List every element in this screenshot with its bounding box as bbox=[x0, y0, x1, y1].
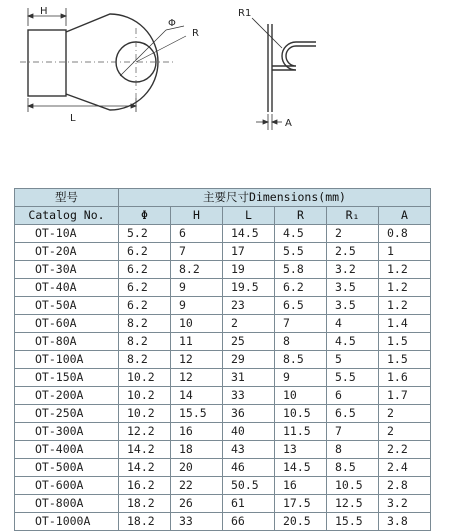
cell-value: 2.5 bbox=[327, 243, 379, 261]
cell-model: OT-100A bbox=[15, 351, 119, 369]
cell-value: 19 bbox=[223, 261, 275, 279]
cell-value: 6.2 bbox=[119, 243, 171, 261]
table-row bbox=[15, 459, 431, 477]
cell-value: 50.5 bbox=[223, 477, 275, 495]
table-row bbox=[15, 387, 431, 405]
cell-value: 2.4 bbox=[379, 459, 431, 477]
cell-value: 12 bbox=[171, 369, 223, 387]
cell-value: 8.2 bbox=[119, 315, 171, 333]
cell-model: OT-800A bbox=[15, 495, 119, 513]
col-a: A bbox=[379, 207, 431, 225]
cell-value: 5.2 bbox=[119, 225, 171, 243]
cell-value: 10.2 bbox=[119, 369, 171, 387]
cell-value: 8.2 bbox=[119, 333, 171, 351]
cell-model: OT-600A bbox=[15, 477, 119, 495]
cell-value: 2 bbox=[379, 423, 431, 441]
cell-value: 14.2 bbox=[119, 441, 171, 459]
table-row bbox=[15, 495, 431, 513]
table-row bbox=[15, 315, 431, 333]
col-r: R bbox=[275, 207, 327, 225]
cell-model: OT-1000A bbox=[15, 513, 119, 531]
cell-value: 5.5 bbox=[275, 243, 327, 261]
cell-model: OT-30A bbox=[15, 261, 119, 279]
table-row bbox=[15, 441, 431, 459]
cell-model: OT-150A bbox=[15, 369, 119, 387]
cell-value: 6.2 bbox=[119, 261, 171, 279]
cell-value: 20.5 bbox=[275, 513, 327, 531]
table-row bbox=[15, 243, 431, 261]
cell-value: 43 bbox=[223, 441, 275, 459]
cell-value: 10.5 bbox=[327, 477, 379, 495]
cell-value: 6.2 bbox=[119, 279, 171, 297]
cell-value: 11.5 bbox=[275, 423, 327, 441]
cell-value: 15.5 bbox=[171, 405, 223, 423]
cell-value: 10 bbox=[171, 315, 223, 333]
cell-model: OT-60A bbox=[15, 315, 119, 333]
col-l: L bbox=[223, 207, 275, 225]
cell-value: 14 bbox=[171, 387, 223, 405]
cell-model: OT-10A bbox=[15, 225, 119, 243]
label-a: A bbox=[285, 118, 292, 129]
cell-value: 17 bbox=[223, 243, 275, 261]
cell-value: 12.5 bbox=[327, 495, 379, 513]
cell-value: 13 bbox=[275, 441, 327, 459]
table-row bbox=[15, 351, 431, 369]
cell-value: 8.5 bbox=[327, 459, 379, 477]
cell-value: 31 bbox=[223, 369, 275, 387]
cell-value: 6 bbox=[327, 387, 379, 405]
cell-value: 10 bbox=[275, 387, 327, 405]
cell-value: 7 bbox=[327, 423, 379, 441]
label-h: H bbox=[40, 6, 48, 17]
cell-value: 12 bbox=[171, 351, 223, 369]
cell-value: 3.5 bbox=[327, 297, 379, 315]
cell-value: 2 bbox=[327, 225, 379, 243]
cell-value: 8 bbox=[275, 333, 327, 351]
cell-value: 46 bbox=[223, 459, 275, 477]
cell-value: 2 bbox=[223, 315, 275, 333]
cell-model: OT-80A bbox=[15, 333, 119, 351]
cell-value: 1.7 bbox=[379, 387, 431, 405]
cell-model: OT-50A bbox=[15, 297, 119, 315]
dimensions-table bbox=[14, 188, 431, 531]
cell-model: OT-300A bbox=[15, 423, 119, 441]
cell-value: 8.5 bbox=[275, 351, 327, 369]
cell-value: 1.5 bbox=[379, 333, 431, 351]
cell-value: 1.5 bbox=[379, 351, 431, 369]
cell-value: 66 bbox=[223, 513, 275, 531]
col-phi: Φ bbox=[119, 207, 171, 225]
cell-value: 2 bbox=[379, 405, 431, 423]
table-row bbox=[15, 423, 431, 441]
cell-value: 18.2 bbox=[119, 495, 171, 513]
label-r: R bbox=[192, 28, 199, 39]
cell-value: 7 bbox=[275, 315, 327, 333]
cell-value: 22 bbox=[171, 477, 223, 495]
cell-value: 33 bbox=[171, 513, 223, 531]
cell-value: 33 bbox=[223, 387, 275, 405]
table-row bbox=[15, 477, 431, 495]
cell-value: 0.8 bbox=[379, 225, 431, 243]
table-row bbox=[15, 279, 431, 297]
cell-value: 12.2 bbox=[119, 423, 171, 441]
cell-value: 1.4 bbox=[379, 315, 431, 333]
table-row bbox=[15, 369, 431, 387]
cell-value: 2.8 bbox=[379, 477, 431, 495]
cell-value: 4.5 bbox=[275, 225, 327, 243]
cell-model: OT-40A bbox=[15, 279, 119, 297]
table-body bbox=[15, 225, 431, 531]
cell-value: 61 bbox=[223, 495, 275, 513]
cell-value: 1.2 bbox=[379, 279, 431, 297]
cell-value: 1.6 bbox=[379, 369, 431, 387]
cell-value: 15.5 bbox=[327, 513, 379, 531]
cell-model: OT-200A bbox=[15, 387, 119, 405]
cell-value: 8.2 bbox=[171, 261, 223, 279]
cell-value: 14.5 bbox=[275, 459, 327, 477]
terminal-drawing bbox=[0, 0, 462, 150]
cell-value: 19.5 bbox=[223, 279, 275, 297]
cell-value: 17.5 bbox=[275, 495, 327, 513]
col-h: H bbox=[171, 207, 223, 225]
cell-value: 23 bbox=[223, 297, 275, 315]
header-dimensions: 主要尺寸Dimensions(mm) bbox=[119, 189, 431, 207]
cell-value: 8.2 bbox=[119, 351, 171, 369]
ring-terminal-side-view bbox=[268, 24, 316, 112]
cell-value: 10.2 bbox=[119, 387, 171, 405]
col-r1: R₁ bbox=[327, 207, 379, 225]
cell-value: 4.5 bbox=[327, 333, 379, 351]
cell-value: 14.5 bbox=[223, 225, 275, 243]
cell-value: 5.8 bbox=[275, 261, 327, 279]
header-model: 型号 bbox=[15, 189, 119, 207]
cell-value: 16 bbox=[171, 423, 223, 441]
table-row bbox=[15, 405, 431, 423]
cell-value: 29 bbox=[223, 351, 275, 369]
cell-value: 6.5 bbox=[327, 405, 379, 423]
table-row bbox=[15, 261, 431, 279]
dim-r1 bbox=[252, 18, 282, 48]
cell-value: 6.2 bbox=[275, 279, 327, 297]
cell-model: OT-400A bbox=[15, 441, 119, 459]
cell-value: 3.5 bbox=[327, 279, 379, 297]
cell-value: 14.2 bbox=[119, 459, 171, 477]
cell-value: 9 bbox=[171, 297, 223, 315]
cell-value: 9 bbox=[275, 369, 327, 387]
label-l: L bbox=[70, 113, 76, 124]
cell-value: 8 bbox=[327, 441, 379, 459]
dim-a bbox=[256, 114, 282, 130]
cell-value: 10.2 bbox=[119, 405, 171, 423]
cell-value: 20 bbox=[171, 459, 223, 477]
table-row bbox=[15, 297, 431, 315]
cell-value: 1.2 bbox=[379, 297, 431, 315]
cell-value: 18 bbox=[171, 441, 223, 459]
cell-value: 25 bbox=[223, 333, 275, 351]
cell-value: 16 bbox=[275, 477, 327, 495]
cell-value: 3.2 bbox=[327, 261, 379, 279]
cell-value: 40 bbox=[223, 423, 275, 441]
cell-value: 3.2 bbox=[379, 495, 431, 513]
cell-value: 9 bbox=[171, 279, 223, 297]
cell-value: 2.2 bbox=[379, 441, 431, 459]
cell-model: OT-250A bbox=[15, 405, 119, 423]
table-row bbox=[15, 333, 431, 351]
cell-value: 36 bbox=[223, 405, 275, 423]
cell-value: 7 bbox=[171, 243, 223, 261]
table-row bbox=[15, 225, 431, 243]
cell-value: 5.5 bbox=[327, 369, 379, 387]
cell-value: 16.2 bbox=[119, 477, 171, 495]
header-catalog-no: Catalog No. bbox=[15, 207, 119, 225]
label-r1: R1 bbox=[238, 8, 252, 19]
cell-value: 4 bbox=[327, 315, 379, 333]
table-row bbox=[15, 513, 431, 531]
cell-value: 26 bbox=[171, 495, 223, 513]
cell-value: 11 bbox=[171, 333, 223, 351]
cell-value: 6.5 bbox=[275, 297, 327, 315]
cell-value: 1.2 bbox=[379, 261, 431, 279]
cell-model: OT-500A bbox=[15, 459, 119, 477]
cell-value: 1 bbox=[379, 243, 431, 261]
cell-value: 18.2 bbox=[119, 513, 171, 531]
cell-value: 6.2 bbox=[119, 297, 171, 315]
cell-value: 6 bbox=[171, 225, 223, 243]
cell-value: 3.8 bbox=[379, 513, 431, 531]
cell-value: 10.5 bbox=[275, 405, 327, 423]
cell-model: OT-20A bbox=[15, 243, 119, 261]
label-phi: Φ bbox=[168, 18, 176, 29]
cell-value: 5 bbox=[327, 351, 379, 369]
